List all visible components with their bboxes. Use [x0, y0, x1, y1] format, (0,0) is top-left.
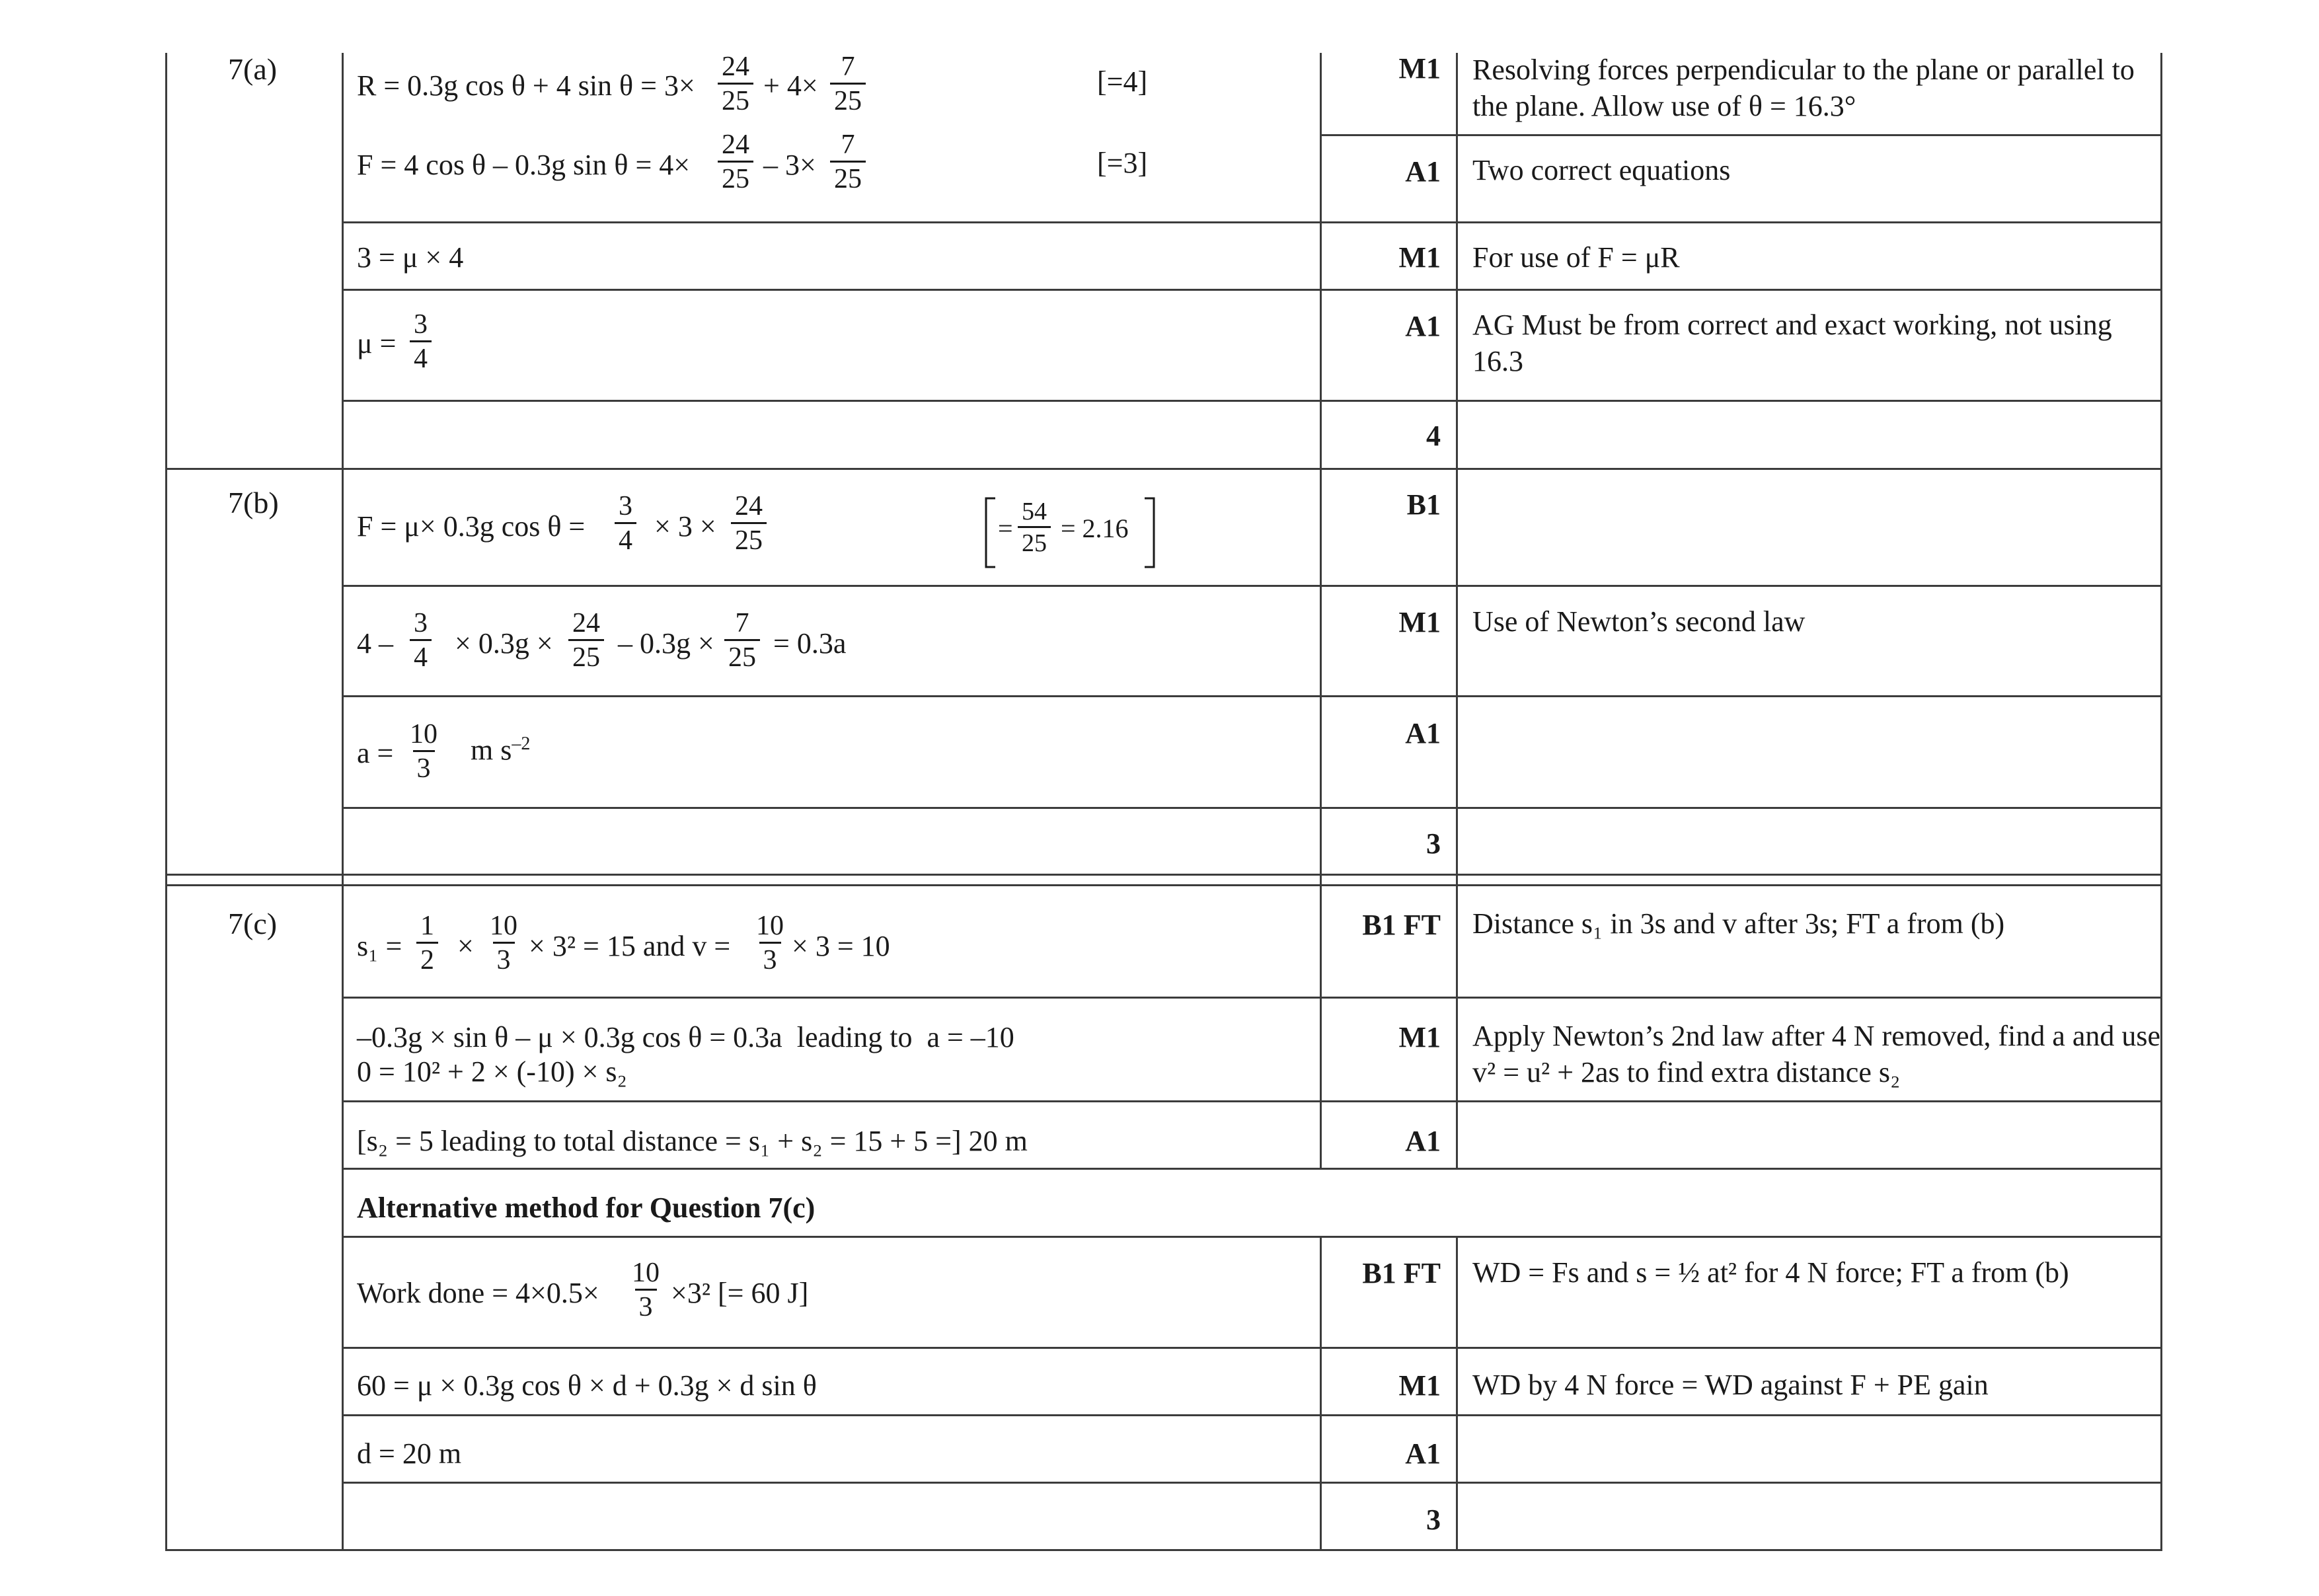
total-marks: 3 [1426, 827, 1441, 860]
rule [165, 53, 167, 1551]
operator: ×3² [= 60 J] [671, 1277, 809, 1309]
denominator: 4 [410, 639, 432, 671]
guidance-comment: Distance s₁ in 3s and v after 3s; FT a from (b) [1472, 907, 2005, 940]
denominator: 25 [1018, 526, 1051, 556]
fraction [752, 912, 788, 974]
operator: = [998, 513, 1013, 543]
equation: 0 = 10² + 2 × (-10) × s₂ [357, 1055, 627, 1088]
fraction [830, 53, 866, 115]
numerator: 24 [722, 130, 749, 160]
operator: × 3² = 15 and v = [529, 930, 731, 962]
mark: A1 [1405, 717, 1441, 749]
denominator: 25 [830, 83, 866, 115]
equation: d = 20 m [357, 1437, 462, 1470]
numerator: 7 [841, 130, 855, 160]
guidance-comment: For use of F = μR [1472, 241, 1680, 274]
denominator: 25 [830, 161, 866, 193]
equation: –0.3g × sin θ – μ × 0.3g cos θ = 0.3a leading to a = –10 [357, 1021, 1014, 1053]
mark: M1 [1398, 606, 1441, 638]
rule [1456, 1236, 1458, 1551]
rule [342, 997, 2162, 999]
numerator: 3 [414, 608, 428, 638]
rule [1322, 134, 2162, 136]
left-bracket [983, 497, 998, 568]
equation: s₁ = [357, 930, 402, 962]
denominator: 25 [724, 639, 760, 671]
question-label: 7(b) [228, 486, 279, 519]
fraction [628, 1259, 664, 1321]
numerator: 7 [735, 608, 749, 638]
denominator: 25 [568, 639, 604, 671]
right-bracket [1142, 497, 1157, 568]
equation: a = [357, 737, 394, 769]
rule [165, 1549, 2162, 1551]
mark: A1 [1405, 310, 1441, 342]
rule [1456, 53, 1458, 1170]
guidance-comment: Resolving forces perpendicular to the plane or parallel to the plane. Allow use of θ = 16.3° [1472, 54, 2135, 122]
denominator: 3 [635, 1289, 657, 1321]
unit [471, 735, 530, 765]
denominator: 3 [759, 942, 781, 974]
fraction [830, 131, 866, 193]
rule [342, 221, 2162, 223]
equation: 4 – [357, 627, 393, 660]
numerator: 10 [490, 911, 517, 941]
equation-R: R = 0.3g cos θ + 4 sin θ = 3× [357, 69, 695, 102]
question-label: 7(c) [228, 907, 278, 940]
fraction [416, 912, 438, 974]
operator: × [457, 930, 474, 962]
equation: μ = [357, 327, 397, 360]
equation: Work done = 4×0.5× [357, 1277, 599, 1309]
guidance-comment: Apply Newton’s 2nd law after 4 N removed, find a and use v² = u² + 2as to find extra distance s₂ [1472, 1020, 2161, 1088]
rule [342, 1236, 2162, 1238]
mark: A1 [1405, 155, 1441, 188]
mark: M1 [1398, 1021, 1441, 1053]
result-bracket: [=4] [1097, 65, 1148, 98]
rule [2160, 53, 2162, 1551]
operator: – 0.3g × [618, 627, 714, 660]
guidance-comment: AG Must be from correct and exact working, not using 16.3 [1472, 309, 2112, 377]
rule [165, 874, 2162, 876]
numerator: 24 [735, 491, 763, 521]
denominator: 4 [615, 522, 636, 554]
numerator: 24 [572, 608, 600, 638]
denominator: 3 [493, 942, 515, 974]
numerator: 54 [1022, 498, 1047, 525]
mark: B1 FT [1362, 909, 1441, 941]
total-marks: 4 [1426, 420, 1441, 452]
denominator: 25 [731, 522, 767, 554]
fraction [731, 492, 767, 554]
mark: B1 [1406, 488, 1441, 521]
equation: F = μ× 0.3g cos θ = [357, 510, 586, 543]
mark: M1 [1398, 52, 1441, 85]
fraction [724, 609, 760, 671]
numerator: 1 [420, 911, 434, 941]
numerator: 10 [756, 911, 784, 941]
rule [165, 468, 2162, 470]
alternative-method-heading: Alternative method for Question 7(c) [357, 1192, 816, 1224]
denominator: 3 [413, 750, 435, 782]
mark: A1 [1405, 1125, 1441, 1157]
equation: 60 = μ × 0.3g cos θ × d + 0.3g × d sin θ [357, 1369, 817, 1402]
result-bracket: [=3] [1097, 147, 1148, 179]
operator: × 3 = 10 [792, 930, 890, 962]
fraction [718, 131, 753, 193]
fraction [410, 609, 432, 671]
rule [165, 884, 2162, 886]
equation: 3 = μ × 4 [357, 241, 464, 274]
rule [342, 695, 2162, 697]
fraction [615, 492, 636, 554]
rule [342, 585, 2162, 587]
rule [342, 1482, 2162, 1484]
operator: × 0.3g × [455, 627, 553, 660]
fraction [718, 53, 753, 115]
operator: = 0.3a [773, 627, 847, 660]
denominator: 25 [718, 161, 753, 193]
mark: A1 [1405, 1437, 1441, 1470]
guidance-comment: WD by 4 N force = WD against F + PE gain [1472, 1369, 1989, 1401]
denominator: 4 [410, 340, 432, 373]
numerator: 3 [414, 309, 428, 340]
rule [342, 400, 2162, 402]
rule [342, 1100, 2162, 1102]
denominator: 2 [416, 942, 438, 974]
total-marks: 3 [1426, 1503, 1441, 1536]
mark: B1 FT [1362, 1257, 1441, 1289]
guidance-comment: Use of Newton’s second law [1472, 605, 1806, 638]
denominator: 25 [718, 83, 753, 115]
fraction [406, 720, 441, 782]
mark: M1 [1398, 1369, 1441, 1402]
result-value: = 2.16 [1061, 513, 1129, 543]
operator: – 3× [763, 149, 816, 181]
rule [342, 53, 344, 1551]
rule [342, 1347, 2162, 1349]
fraction [1018, 499, 1051, 556]
guidance-comment: WD = Fs and s = ½ at² for 4 N force; FT a from (b) [1472, 1256, 2069, 1289]
rule [342, 1414, 2162, 1416]
rule [342, 807, 2162, 809]
numerator: 3 [619, 491, 632, 521]
question-label: 7(a) [228, 52, 278, 86]
rule [342, 289, 2162, 291]
mark: M1 [1398, 241, 1441, 274]
fraction [486, 912, 521, 974]
operator: + 4× [763, 69, 818, 102]
fraction [568, 609, 604, 671]
rule [342, 1168, 2162, 1170]
numerator: 10 [410, 719, 437, 749]
fraction [410, 311, 432, 373]
numerator: 24 [722, 52, 749, 82]
unit-exponent: –2 [512, 734, 531, 754]
guidance-comment: Two correct equations [1472, 154, 1731, 186]
equation-F: F = 4 cos θ – 0.3g sin θ = 4× [357, 149, 691, 181]
unit-text: m s [471, 734, 512, 767]
equation: [s₂ = 5 leading to total distance = s₁ + s₂ = 15 + 5 =] 20 m [357, 1125, 1028, 1157]
operator: × 3 × [654, 510, 716, 543]
numerator: 7 [841, 52, 855, 82]
numerator: 10 [632, 1258, 660, 1288]
